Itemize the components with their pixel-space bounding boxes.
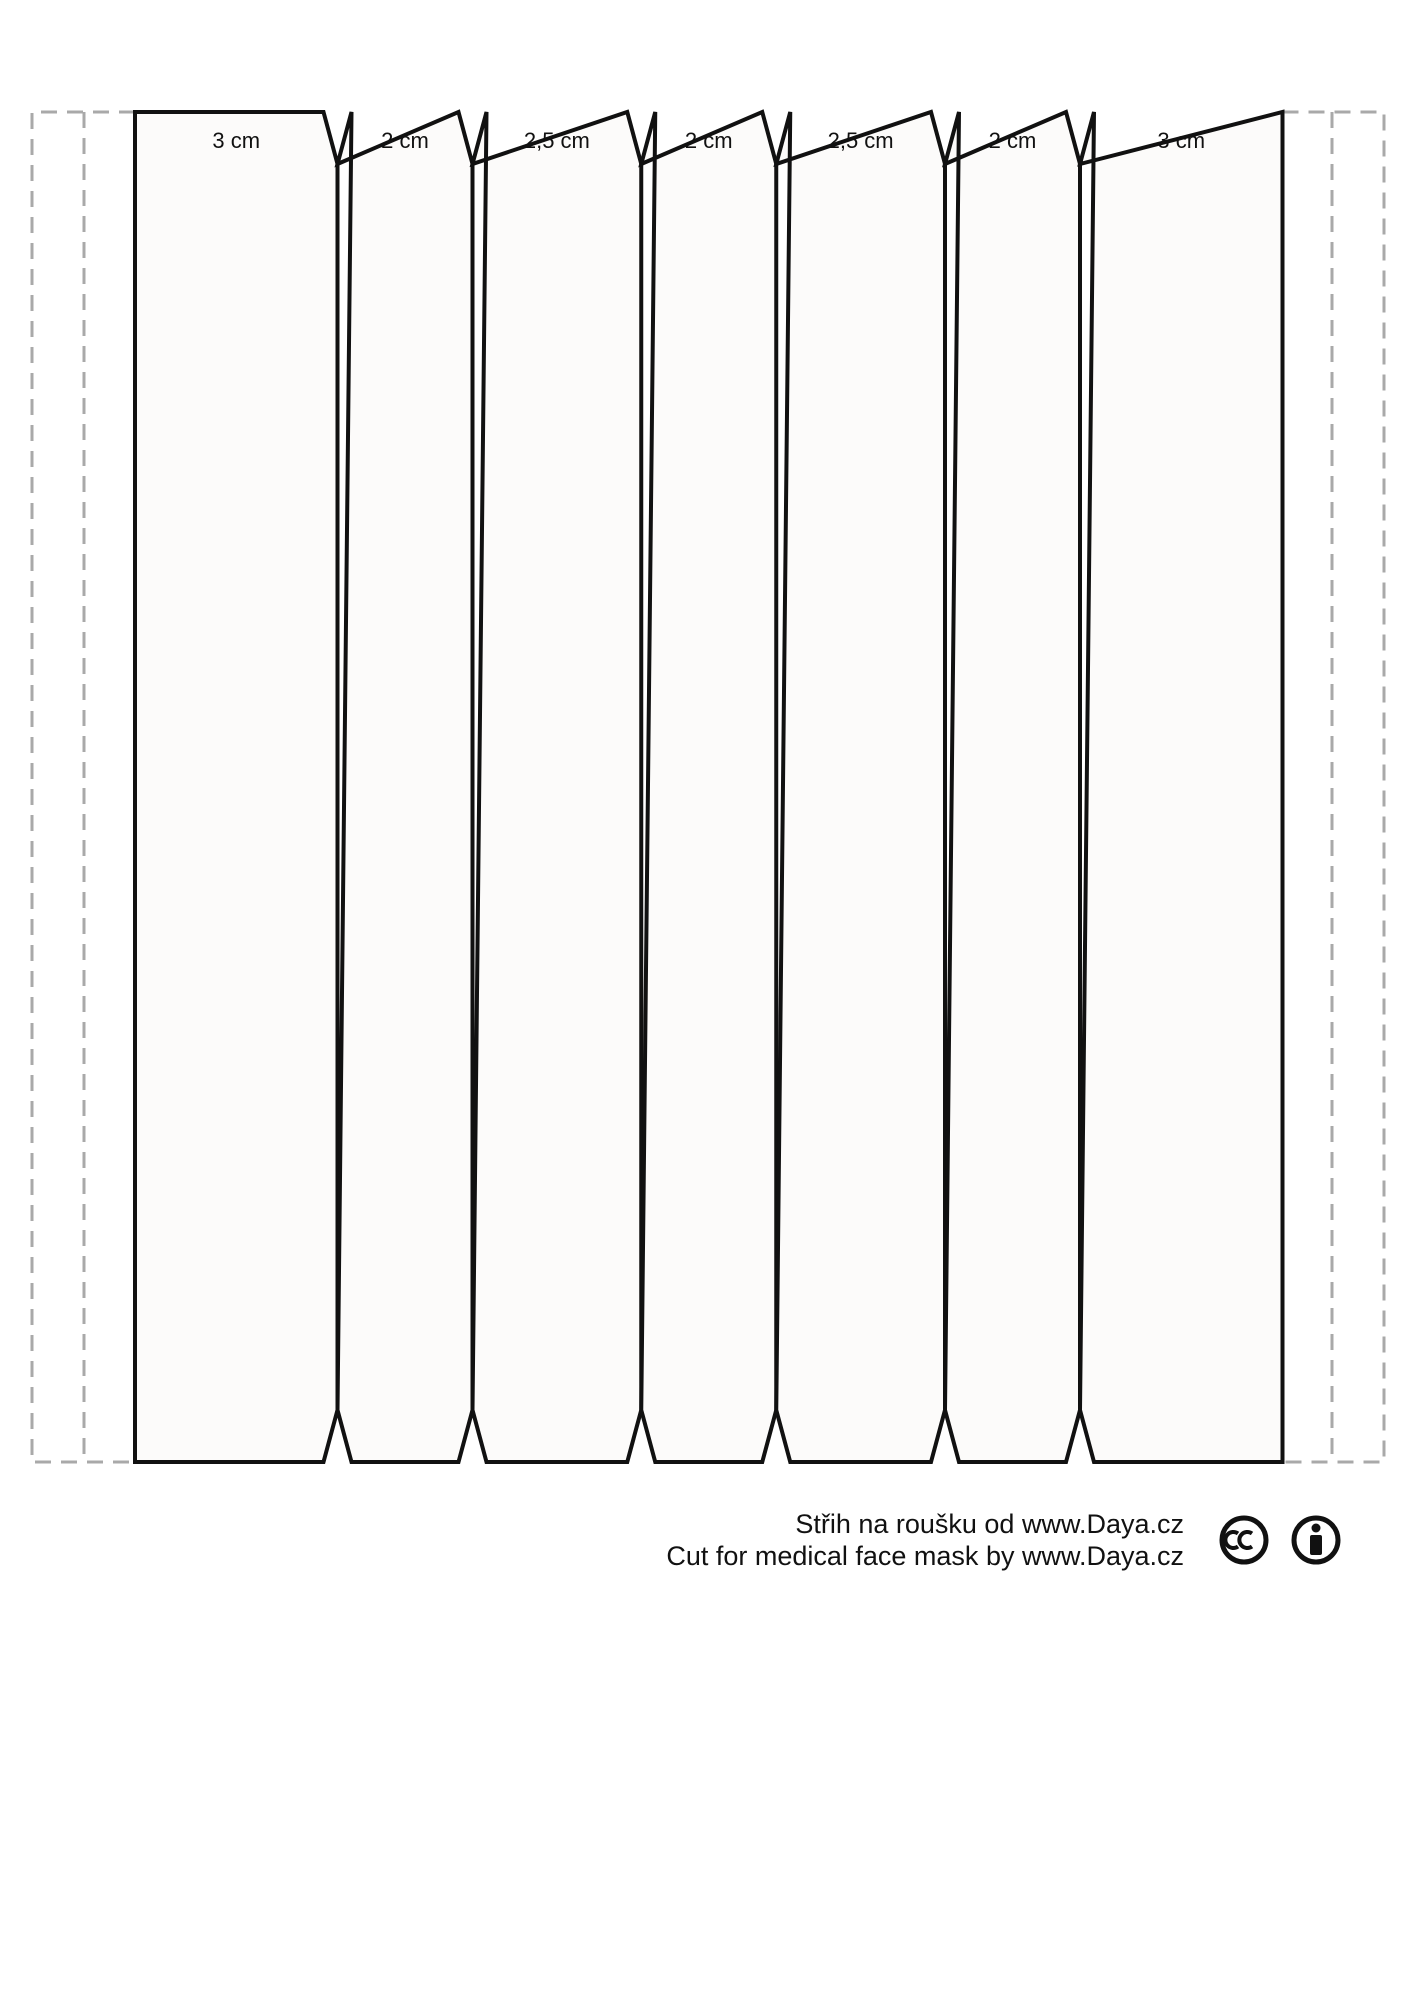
license-icons [1216,1512,1350,1568]
segment-label-2: 2 cm [381,128,429,153]
pleat-panel-4 [641,112,776,1462]
pleat-panel-1 [135,112,338,1462]
attribution-icon [1294,1518,1338,1562]
segment-label-3: 2,5 cm [523,128,590,153]
pleat-panel-7 [1080,112,1283,1462]
pleat-panels [135,112,1283,1462]
credit-text [666,1508,1184,1572]
segment-label-4: 2 cm [684,128,733,153]
pleat-panel-5 [776,112,945,1462]
creative-commons-icon [1222,1518,1266,1562]
pleat-panel-2 [338,112,473,1462]
segment-label-5: 2,5 cm [827,128,894,153]
pleat-panel-6 [945,112,1080,1462]
pleat-panel-3 [473,112,642,1462]
credit-line-english: Cut for medical face mask by www.Daya.cz [666,1541,1184,1571]
segment-label-7: 3 cm [1157,128,1206,153]
credit-line-czech: Střih na roušku od www.Daya.cz [795,1509,1184,1539]
segment-label-1: 3 cm [212,128,261,153]
segment-label-6: 2 cm [988,128,1037,153]
